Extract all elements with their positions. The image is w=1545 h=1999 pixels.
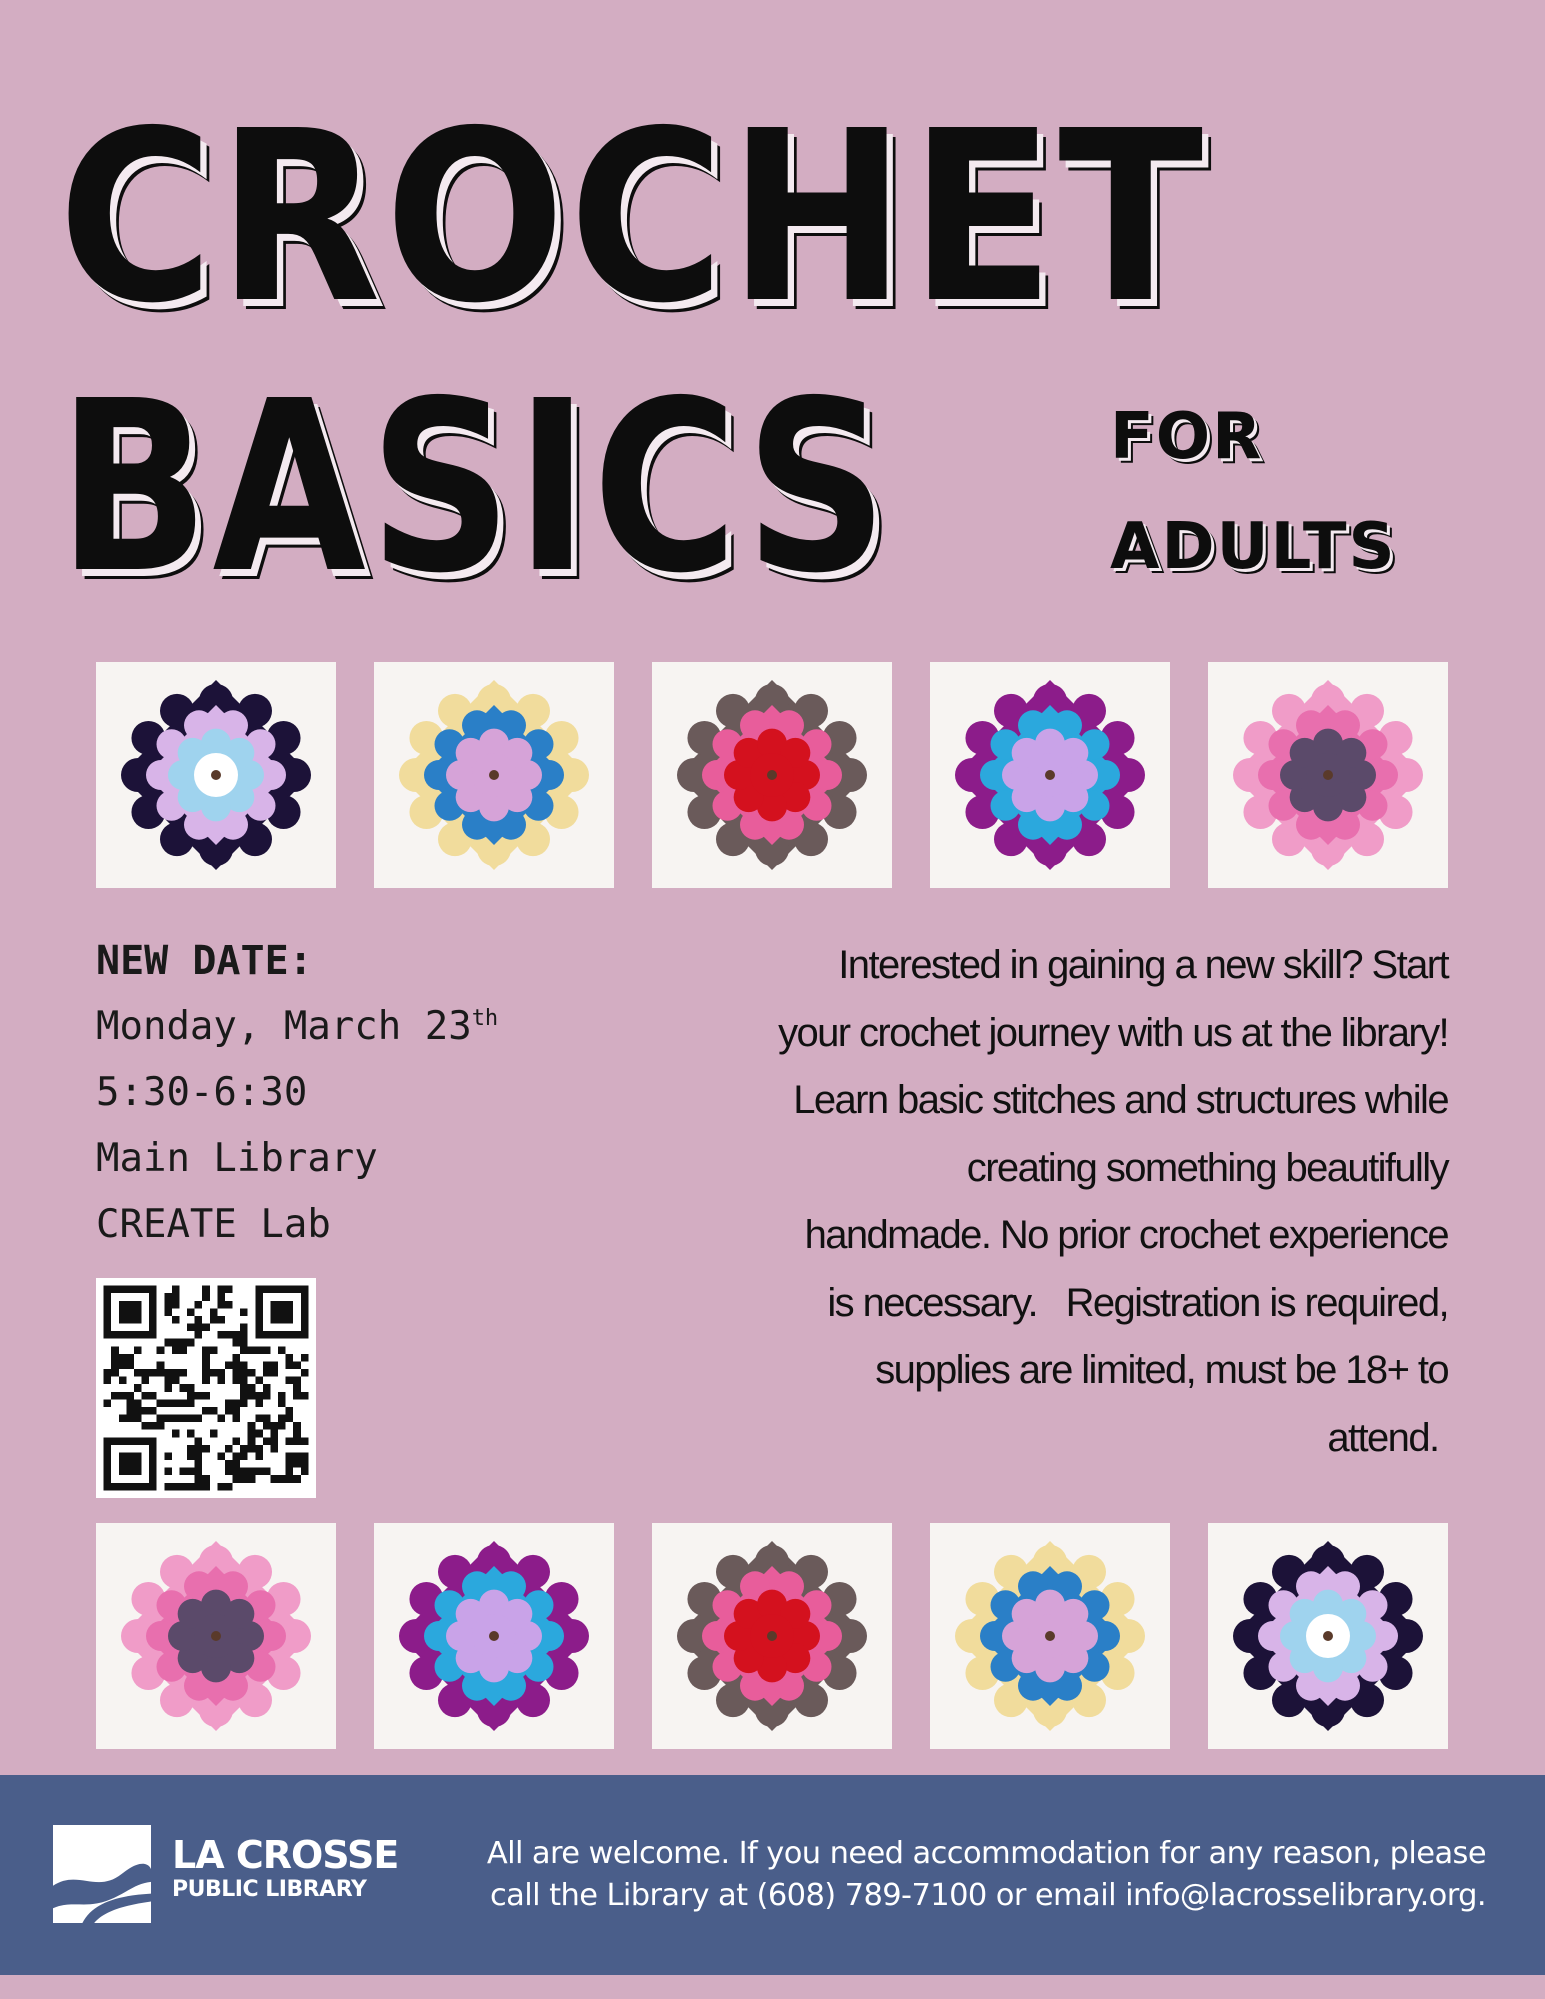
description-line: attend. (1327, 1415, 1448, 1460)
granny-square-image (96, 662, 336, 888)
event-date (96, 994, 498, 1060)
library-logo-icon (53, 1825, 151, 1923)
description-line: Interested in gaining a new skill? Start (838, 943, 1448, 987)
description-line: is necessary. Registration is required, (827, 1280, 1448, 1325)
footer-accommodation-text (470, 1833, 1486, 1917)
granny-square-image (374, 1523, 614, 1749)
bottom-border (0, 1975, 1545, 1999)
event-date-text: Monday, March 23 (96, 1004, 472, 1049)
granny-square-image (652, 1523, 892, 1749)
granny-square-image (374, 662, 614, 888)
title-basics: BASICS (58, 350, 892, 625)
footer-text-line: All are welcome. If you need accommodation for any reason, please (486, 1836, 1486, 1871)
registration-qr-code[interactable] (96, 1278, 316, 1498)
footer-bar (0, 1775, 1545, 1975)
event-location-building: Main Library (96, 1136, 378, 1181)
title-adults: ADULTS (1110, 510, 1397, 584)
granny-square-image (1208, 662, 1448, 888)
granny-square-image (930, 1523, 1170, 1749)
library-logo-name: LA CROSSE (172, 1833, 399, 1877)
description-line: handmade. No prior crochet experience (804, 1213, 1448, 1257)
event-heading: NEW DATE: (96, 938, 313, 984)
event-time: 5:30-6:30 (96, 1070, 308, 1115)
description-line: Learn basic stitches and structures while (793, 1078, 1448, 1122)
title-crochet: CROCHET (58, 80, 1207, 355)
footer-text-line: call the Library at (608) 789-7100 or email info@lacrosselibrary.org. (490, 1878, 1486, 1913)
event-date-suffix: th (471, 1006, 499, 1031)
title-for: FOR (1110, 400, 1264, 474)
library-logo-subname: PUBLIC LIBRARY (172, 1877, 367, 1902)
description-line: supplies are limited, must be 18+ to (875, 1348, 1448, 1392)
granny-square-image (930, 662, 1170, 888)
description-line: your crochet journey with us at the library! (778, 1010, 1448, 1055)
granny-square-image (652, 662, 892, 888)
event-description (630, 932, 1448, 1472)
granny-square-image (96, 1523, 336, 1749)
event-location-room: CREATE Lab (96, 1202, 331, 1247)
qr-code-pattern (96, 1278, 316, 1498)
description-line: creating something beautifully (966, 1145, 1448, 1190)
granny-square-image (1208, 1523, 1448, 1749)
